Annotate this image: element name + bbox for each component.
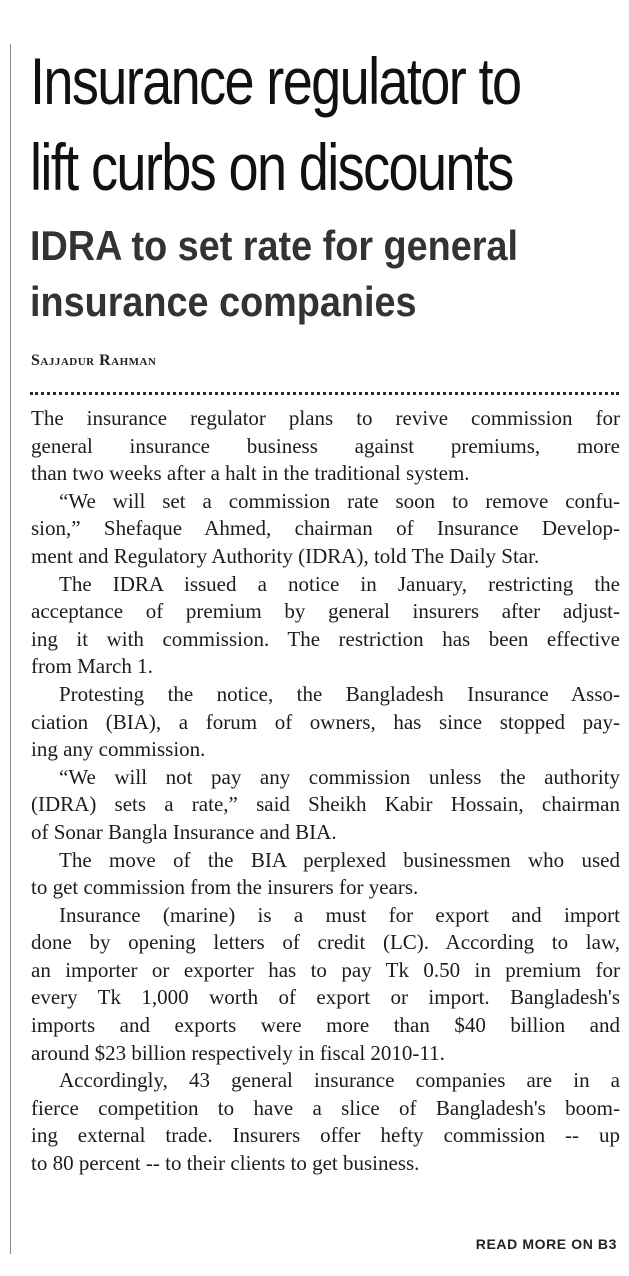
paragraph-line: general insurance business against premiums, more	[31, 433, 620, 458]
paragraph-line: to get commission from the insurers for years.	[31, 875, 419, 900]
paragraph-line: (IDRA) sets a rate,” said Sheikh Kabir Hossain, chairman	[31, 792, 620, 817]
paragraph-line: fierce competition to have a slice of Bangladesh's boom-	[31, 1095, 620, 1120]
paragraph-line: ciation (BIA), a forum of owners, has since stopped pay-	[31, 709, 620, 734]
byline: Sajjadur Rahman	[31, 352, 157, 369]
paragraph-line: imports and exports were more than $40 billion and	[31, 1013, 620, 1038]
paragraph	[31, 847, 620, 902]
continuation-note: READ MORE ON B3	[475, 1236, 617, 1252]
paragraph-line: ing external trade. Insurers offer hefty commission -- up	[31, 1123, 620, 1148]
paragraph	[31, 764, 620, 847]
paragraph-line: The IDRA issued a notice in January, restricting the	[59, 571, 620, 596]
paragraph-line: acceptance of premium by general insurers after adjust-	[31, 599, 620, 624]
paragraph-line: The move of the BIA perplexed businessmen who used	[59, 847, 620, 872]
paragraph-line: “We will set a commission rate soon to remove confu-	[59, 488, 620, 513]
paragraph-line: from March 1.	[31, 654, 153, 679]
paragraph-line: around $23 billion respectively in fiscal 2010-11.	[31, 1040, 445, 1065]
column-rule	[10, 44, 11, 1254]
paragraph-line: “We will not pay any commission unless the authority	[59, 764, 620, 789]
paragraph	[31, 405, 620, 488]
headline	[30, 38, 519, 210]
paragraph	[31, 681, 620, 764]
paragraph-line: an importer or exporter has to pay Tk 0.50 in premium for	[31, 957, 620, 982]
paragraph	[31, 902, 620, 1068]
paragraph-line: of Sonar Bangla Insurance and BIA.	[31, 819, 337, 844]
paragraph-line: The insurance regulator plans to revive commission for	[31, 406, 620, 430]
paragraph	[31, 1067, 620, 1177]
paragraph-line: than two weeks after a halt in the traditional system.	[31, 461, 470, 486]
headline-line: Insurance regulator to	[30, 44, 521, 118]
article-body	[31, 405, 620, 1178]
paragraph-line: Insurance (marine) is a must for export and import	[59, 902, 620, 927]
headline-line: lift curbs on discounts	[30, 130, 513, 204]
subheadline-line: insurance companies	[30, 278, 417, 325]
dotted-divider	[30, 392, 619, 395]
subheadline	[30, 218, 566, 330]
paragraph-line: ing any commission.	[31, 737, 206, 762]
paragraph-line: ing it with commission. The restriction has been effective	[31, 626, 620, 651]
paragraph-line: ment and Regulatory Authority (IDRA), told The Daily Star.	[31, 543, 540, 568]
paragraph-line: sion,” Shefaque Ahmed, chairman of Insurance Develop-	[31, 516, 620, 541]
paragraph-line: Protesting the notice, the Bangladesh Insurance Asso-	[59, 681, 620, 706]
paragraph-line: Accordingly, 43 general insurance companies are in a	[59, 1068, 620, 1093]
paragraph-line: every Tk 1,000 worth of export or import. Bangladesh's	[31, 985, 620, 1010]
paragraph-line: done by opening letters of credit (LC). According to law,	[31, 930, 620, 955]
subheadline-line: IDRA to set rate for general	[30, 222, 519, 269]
paragraph	[31, 571, 620, 681]
paragraph	[31, 488, 620, 571]
paragraph-line: to 80 percent -- to their clients to get business.	[31, 1151, 420, 1176]
